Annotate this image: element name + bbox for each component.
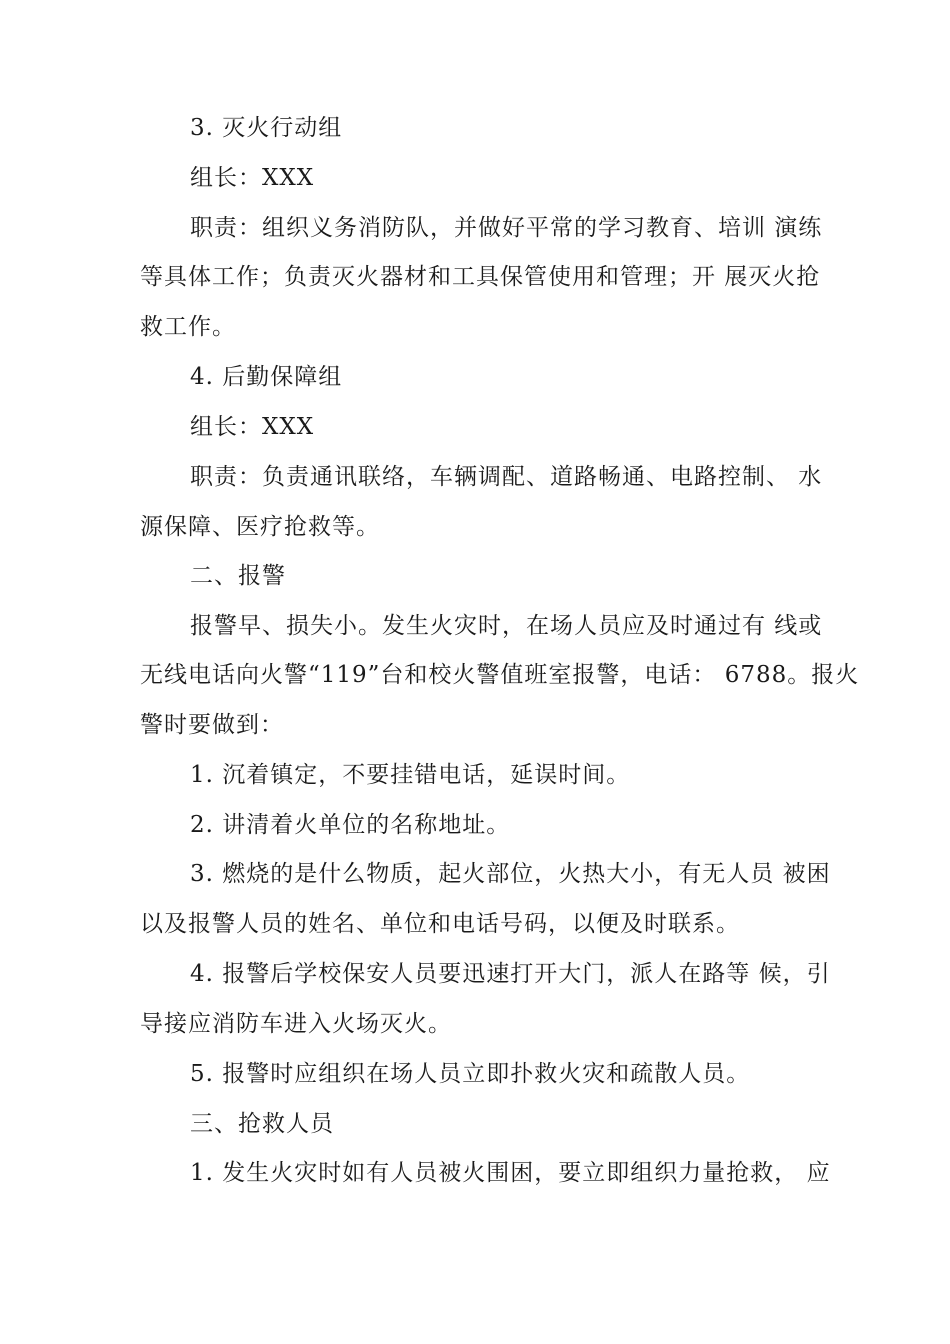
list-item: 1. 沉着镇定，不要挂错电话，延误时间。 bbox=[190, 762, 631, 788]
paragraph-line: 导接应消防车进入火场灭火。 bbox=[140, 1011, 452, 1037]
section-heading-logistics-group: 4. 后勤保障组 bbox=[190, 364, 343, 390]
duty-line: 职责：组织义务消防队，并做好平常的学习教育、培训 演练 bbox=[190, 215, 823, 241]
group-leader-line: 组长：XXX bbox=[190, 165, 315, 191]
list-item: 3. 燃烧的是什么物质，起火部位，火热大小，有无人员 被困 bbox=[190, 861, 831, 887]
paragraph-line: 无线电话向火警“119”台和校火警值班室报警，电话： 6788。报火 bbox=[140, 662, 860, 688]
duty-line: 职责：负责通讯联络，车辆调配、道路畅通、电路控制、 水 bbox=[190, 464, 823, 490]
paragraph-line: 源保障、医疗抢救等。 bbox=[140, 514, 380, 540]
list-item: 5. 报警时应组织在场人员立即扑救火灾和疏散人员。 bbox=[190, 1061, 751, 1087]
section-heading-firefighting-group: 3. 灭火行动组 bbox=[190, 115, 343, 141]
group-leader-line: 组长：XXX bbox=[190, 414, 315, 440]
paragraph-line: 警时要做到： bbox=[140, 712, 284, 738]
list-item: 2. 讲清着火单位的名称地址。 bbox=[190, 812, 511, 838]
section-heading-rescue: 三、抢救人员 bbox=[190, 1111, 334, 1137]
paragraph-line: 救工作。 bbox=[140, 314, 236, 340]
paragraph-line: 等具体工作；负责灭火器材和工具保管使用和管理；开 展灭火抢 bbox=[140, 264, 821, 290]
paragraph-line: 报警早、损失小。发生火灾时，在场人员应及时通过有 线或 bbox=[190, 613, 823, 639]
list-item: 4. 报警后学校保安人员要迅速打开大门，派人在路等 候，引 bbox=[190, 961, 831, 987]
paragraph-line: 以及报警人员的姓名、单位和电话号码，以便及时联系。 bbox=[140, 911, 740, 937]
section-heading-alarm: 二、报警 bbox=[190, 563, 286, 589]
list-item: 1. 发生火灾时如有人员被火围困，要立即组织力量抢救， 应 bbox=[190, 1160, 831, 1186]
